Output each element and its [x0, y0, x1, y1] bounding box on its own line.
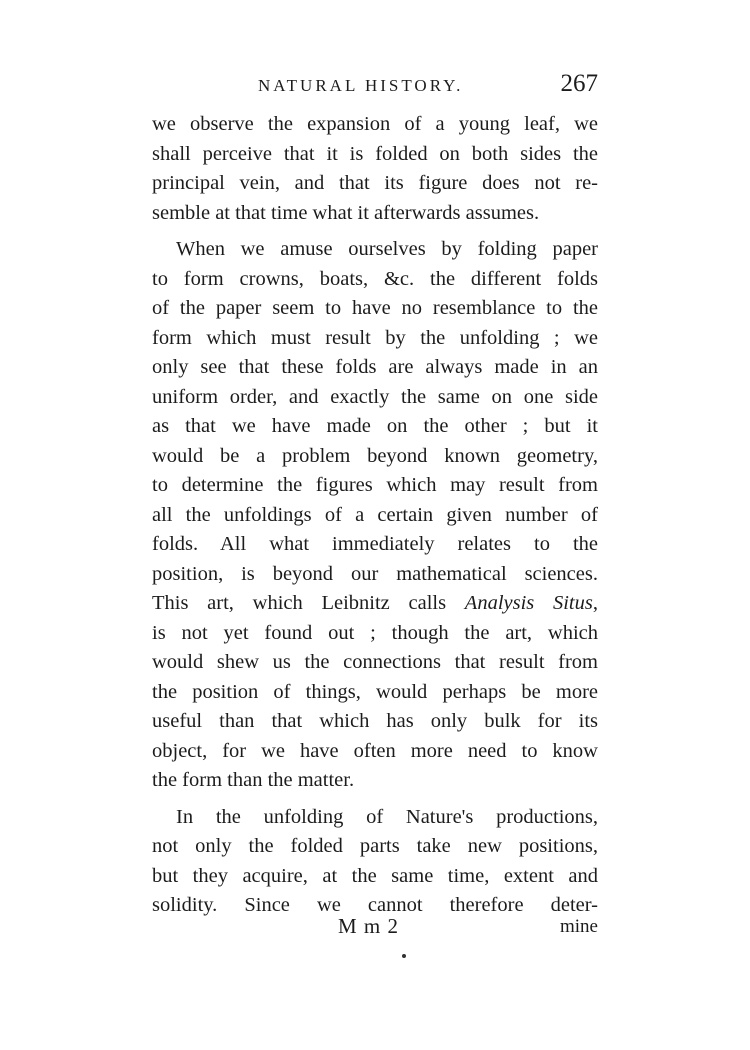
- signature-mark: M m 2: [338, 914, 400, 938]
- text-line: the position of things, would perhaps be more: [152, 680, 598, 703]
- text-line: would shew us the connections that result from: [152, 651, 598, 673]
- text-line: to form crowns, boats, &c. the different folds: [152, 267, 598, 290]
- text-line: but they acquire, at the same time, extent and: [152, 864, 598, 887]
- text-line: object, for we have often more need to know: [152, 739, 598, 762]
- text-line: shall perceive that it is folded on both sides the: [152, 142, 598, 165]
- text-line: In the unfolding of Nature's productions,: [176, 805, 598, 828]
- text-line: is not yet found out ; though the art, which: [152, 621, 598, 644]
- paragraph-1: [152, 110, 598, 228]
- paragraph-3: [152, 803, 598, 921]
- text-line: semble at that time what it afterwards assumes.: [152, 201, 540, 224]
- text-line: all the unfoldings of a certain given number of: [152, 503, 598, 526]
- text-line: to determine the figures which may result from: [152, 474, 598, 496]
- text-line: principal vein, and that its figure does not re-: [152, 172, 598, 194]
- paragraph-2: [152, 235, 598, 796]
- text-line: When we amuse ourselves by folding paper: [176, 238, 598, 260]
- text-line: we observe the expansion of a young leaf, we: [152, 113, 598, 135]
- text-line: useful than that which has only bulk for its: [152, 710, 598, 732]
- italic-term: Analysis Situs: [464, 592, 593, 614]
- text-line: only see that these folds are always made in an: [152, 356, 598, 378]
- catchword: mine: [560, 916, 598, 937]
- text-line: position, is beyond our mathematical sciences.: [152, 562, 598, 585]
- text-line: form which must result by the unfolding ; we: [152, 326, 598, 349]
- text-line: of the paper seem to have no resemblance to the: [152, 297, 598, 319]
- body-text: [152, 110, 598, 921]
- text-line: the form than the matter.: [152, 769, 355, 791]
- ink-speck: [402, 954, 406, 958]
- page-footer: [152, 914, 598, 944]
- text-line: not only the folded parts take new positions,: [152, 835, 598, 857]
- text-line: solidity. Since we cannot therefore deter-: [152, 894, 598, 916]
- text-line: would be a problem beyond known geometry,: [152, 444, 598, 467]
- running-title: NATURAL HISTORY.: [258, 76, 464, 95]
- text-line: folds. All what immediately relates to the: [152, 533, 598, 555]
- text-line: uniform order, and exactly the same on one side: [152, 385, 598, 408]
- text-line-with-italic: This art, which Leibnitz calls Analysis Situs,: [152, 592, 598, 614]
- text-line: as that we have made on the other ; but it: [152, 415, 598, 437]
- page-number: 267: [560, 70, 598, 97]
- running-head: [152, 70, 598, 104]
